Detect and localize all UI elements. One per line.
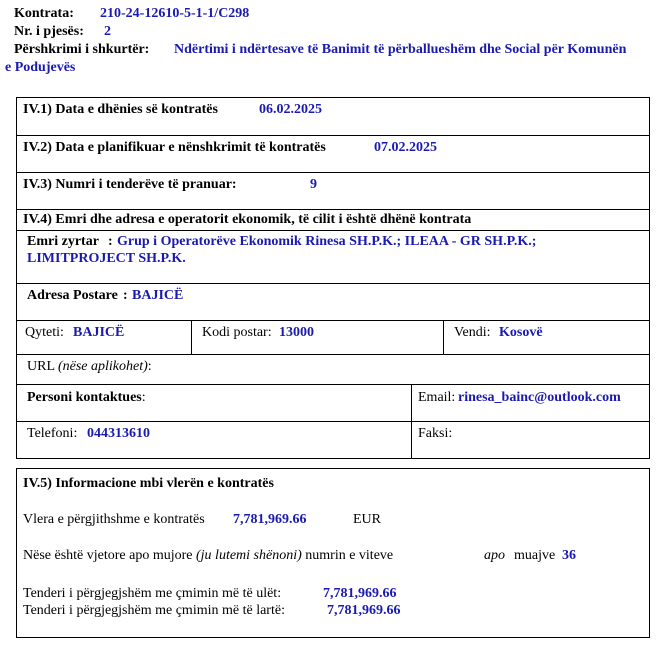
fax-label: Faksi: [418, 426, 453, 441]
duration-months-value: 36 [562, 548, 576, 563]
iv3-row [17, 173, 649, 210]
iv2-row [17, 136, 649, 173]
section-iv5-box [16, 468, 650, 638]
phone-row [17, 422, 649, 458]
iv3-label: IV.3) Numri i tenderëve të pranuar: [23, 177, 237, 192]
url-label: URL (nëse aplikohet): [27, 359, 152, 374]
official-name-label: Emri zyrtar [27, 234, 99, 249]
postal-code-value: 13000 [279, 325, 314, 340]
phone-value: 044313610 [87, 426, 150, 441]
phone-label: Telefoni: [27, 426, 78, 441]
url-row [17, 355, 649, 385]
highest-price-label: Tenderi i përgjegjshëm me çmimin më të lartë: [23, 603, 285, 618]
postal-address-row: Adresa Postare : BAJICË [17, 284, 649, 321]
iv1-label: IV.1) Data e dhënies së kontratës [23, 102, 218, 117]
iv2-value: 07.02.2025 [374, 140, 437, 155]
total-value: 7,781,969.66 [233, 512, 307, 527]
short-description-line1: Ndërtimi i ndërtesave të Banimit të përballueshëm dhe Social për Komunën [174, 42, 627, 57]
currency: EUR [353, 512, 381, 527]
iv2-label: IV.2) Data e planifikuar e nënshkrimit të kontratës [23, 140, 326, 155]
total-value-label: Vlera e përgjithshme e kontratës [23, 512, 205, 527]
short-description-label: Përshkrimi i shkurtër: [14, 42, 150, 57]
lowest-price-label: Tenderi i përgjegjshëm me çmimin më të ulët: [23, 586, 282, 601]
official-name-row: Emri zyrtar : Grup i Operatorëve Ekonomik Rinesa SH.P.K.; ILEAA - GR SH.P.K.; LIMITPROJECT SH.P.K. [17, 230, 649, 284]
highest-price-value: 7,781,969.66 [327, 603, 401, 618]
iv3-value: 9 [310, 177, 317, 192]
duration-apo: apo [484, 548, 505, 563]
email-cell [411, 385, 649, 421]
contract-label: Kontrata: [14, 6, 74, 21]
country-value: Kosovë [499, 325, 543, 340]
part-number: 2 [104, 24, 111, 39]
iv4-label: IV.4) Emri dhe adresa e operatorit ekonomik, të cilit i është dhënë kontrata [23, 212, 472, 227]
postal-address-label: Adresa Postare [27, 288, 118, 303]
contract-number: 210-24-12610-5-1-1/C298 [100, 6, 250, 21]
duration-text: Nëse është vjetore apo mujore (ju lutemi shënoni) numrin e viteve [23, 548, 394, 563]
contact-row [17, 385, 649, 422]
fax-cell [411, 422, 649, 458]
duration-months-label: muajve [514, 548, 556, 563]
official-name-line1: Grup i Operatorëve Ekonomik Rinesa SH.P.K.; ILEAA - GR SH.P.K.; [117, 234, 537, 249]
city-label: Qyteti: [25, 325, 64, 340]
lowest-price-value: 7,781,969.66 [323, 586, 397, 601]
section-iv-box [16, 97, 650, 459]
contact-person-label: Personi kontaktues: [27, 390, 146, 405]
postal-code-label: Kodi postar: [202, 325, 272, 340]
phone-cell [17, 422, 411, 458]
contact-person-cell [17, 385, 411, 421]
iv1-value: 06.02.2025 [259, 102, 322, 117]
city-value: BAJICË [73, 325, 125, 340]
postal-code-cell [191, 321, 443, 354]
iv1-row [17, 98, 649, 136]
part-number-label: Nr. i pjesës: [14, 24, 84, 39]
official-name-line2: LIMITPROJECT SH.P.K. [27, 251, 186, 266]
postal-address-value: BAJICË [132, 288, 184, 303]
city-cell [17, 321, 191, 354]
short-description-line2: e Podujevës [5, 60, 76, 75]
country-cell [443, 321, 649, 354]
country-label: Vendi: [454, 325, 491, 340]
iv5-title: IV.5) Informacione mbi vlerën e kontratës [23, 476, 274, 491]
email-value[interactable]: rinesa_bainc@outlook.com [458, 390, 621, 405]
iv4-title-row [17, 210, 649, 230]
email-label: Email: [418, 390, 456, 405]
city-row [17, 321, 649, 355]
